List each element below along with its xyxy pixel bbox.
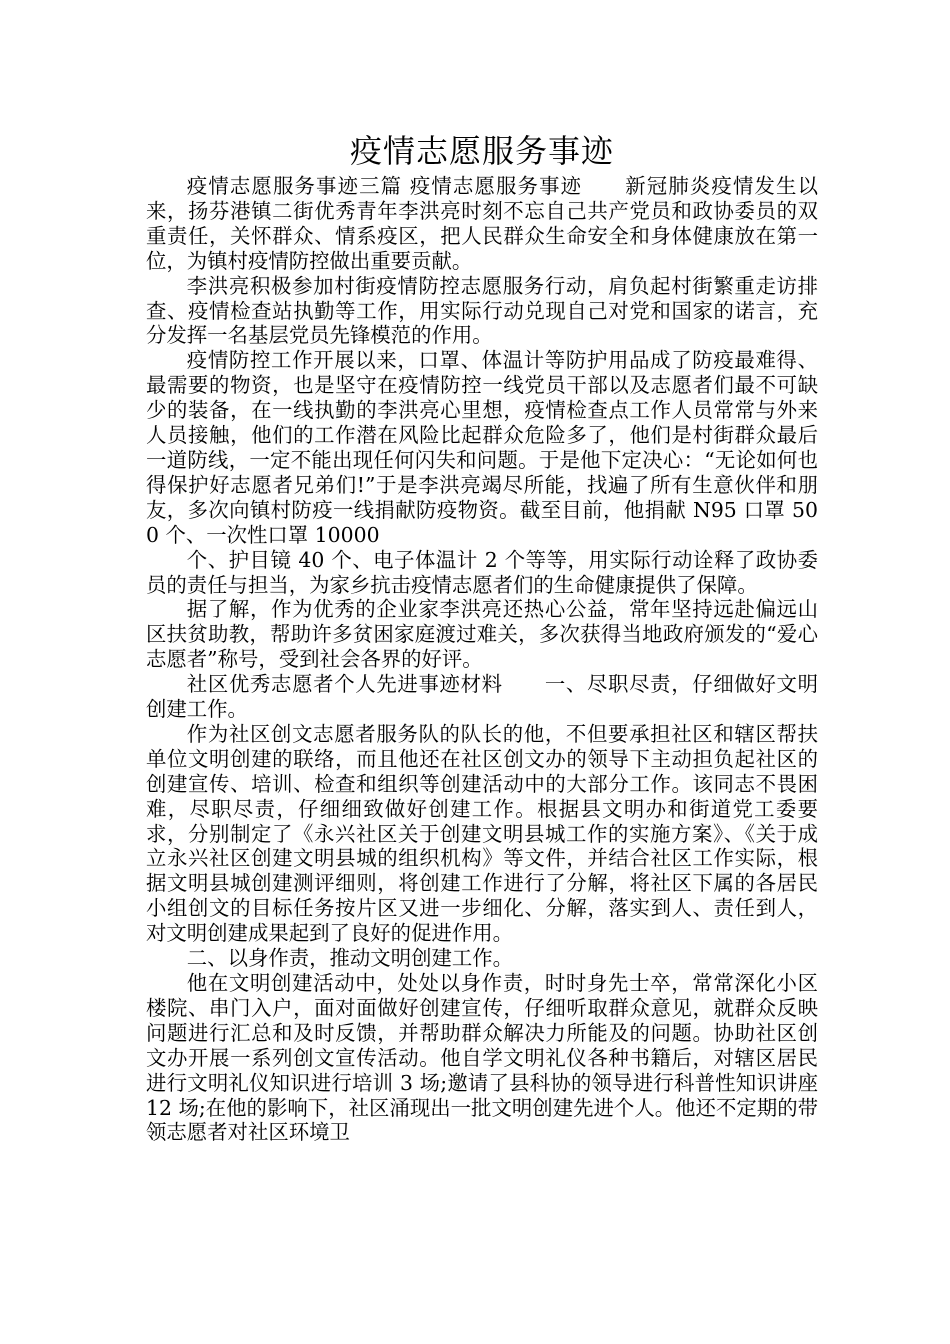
- document-title: 疫情志愿服务事迹: [349, 132, 614, 170]
- paragraph: 二、以身作责，推动文明创建工作。: [186, 946, 514, 971]
- paragraph: 疫情防控工作开展以来，口罩、体温计等防护用品成了防疫最难得、最需要的物资，也是坚守在疫情防控一线党员干部以及志愿者们最不可缺少的装备，在一线执勤的李洪亮心里想，疫情检查点工作人员常常与外来人员接触，他们的工作潜在风险比起群众危险多了，他们是村街群众最后一道防线，一定不能出现任何闪失和问题。于是他下定决心：“无论如何也得保护好志愿者兄弟们!”于是李洪亮竭尽所能，找遍了所有生意伙伴和朋友，多次向镇村防疫一线捐献防疫物资。截至目前，他捐献 N95 口罩 500 个、一次性口罩 10000: [146, 348, 818, 547]
- paragraph: 李洪亮积极参加村街疫情防控志愿服务行动，肩负起村街繁重走访排查、疫情检查站执勤等工作，用实际行动兑现自己对党和国家的诺言，充分发挥一名基层党员先锋模范的作用。: [146, 273, 818, 348]
- document-page: [146, 128, 818, 1145]
- paragraph: 作为社区创文志愿者服务队的队长的他，不但要承担社区和辖区帮扶单位文明创建的联络，而且他还在社区创文办的领导下主动担负起社区的创建宣传、培训、检查和组织等创建活动中的大部分工作。该同志不畏困难，尽职尽责，仔细细致做好创建工作。根据县文明办和街道党工委要求，分别制定了《永兴社区关于创建文明县城工作的实施方案》、《关于成立永兴社区创建文明县城的组织机构》等文件，并结合社区工作实际，根据文明县城创建测评细则，将创建工作进行了分解，将社区下属的各居民小组创文的目标任务按片区又进一步细化、分解，落实到人、责任到人，对文明创建成果起到了良好的促进作用。: [146, 721, 818, 946]
- paragraph: 疫情志愿服务事迹三篇 疫情志愿服务事迹 新冠肺炎疫情发生以来，扬芬港镇二街优秀青年李洪亮时刻不忘自己共产党员和政协委员的双重责任，关怀群众、情系疫区，把人民群众生命安全和身体健康放在第一位，为镇村疫情防控做出重要贡献。: [146, 174, 818, 273]
- paragraph: 他在文明创建活动中，处处以身作责，时时身先士卒，常常深化小区楼院、串门入户，面对面做好创建宣传，仔细听取群众意见，就群众反映问题进行汇总和及时反馈，并帮助群众解决力所能及的问题。协助社区创文办开展一系列创文宣传活动。他自学文明礼仪各种书籍后，对辖区居民进行文明礼仪知识进行培训 3 场;邀请了县科协的领导进行科普性知识讲座 12 场;在他的影响下，社区涌现出一批文明创建先进个人。他还不定期的带领志愿者对社区环境卫: [146, 971, 818, 1145]
- paragraph: 据了解，作为优秀的企业家李洪亮还热心公益，常年坚持远赴偏远山区扶贫助教，帮助许多贫困家庭渡过难关，多次获得当地政府颁发的“爱心志愿者”称号，受到社会各界的好评。: [146, 597, 818, 672]
- paragraph: 社区优秀志愿者个人先进事迹材料 一、尽职尽责，仔细做好文明创建工作。: [146, 672, 818, 722]
- paragraph: 个、护目镜 40 个、电子体温计 2 个等等，用实际行动诠释了政协委员的责任与担当，为家乡抗击疫情志愿者们的生命健康提供了保障。: [146, 547, 818, 597]
